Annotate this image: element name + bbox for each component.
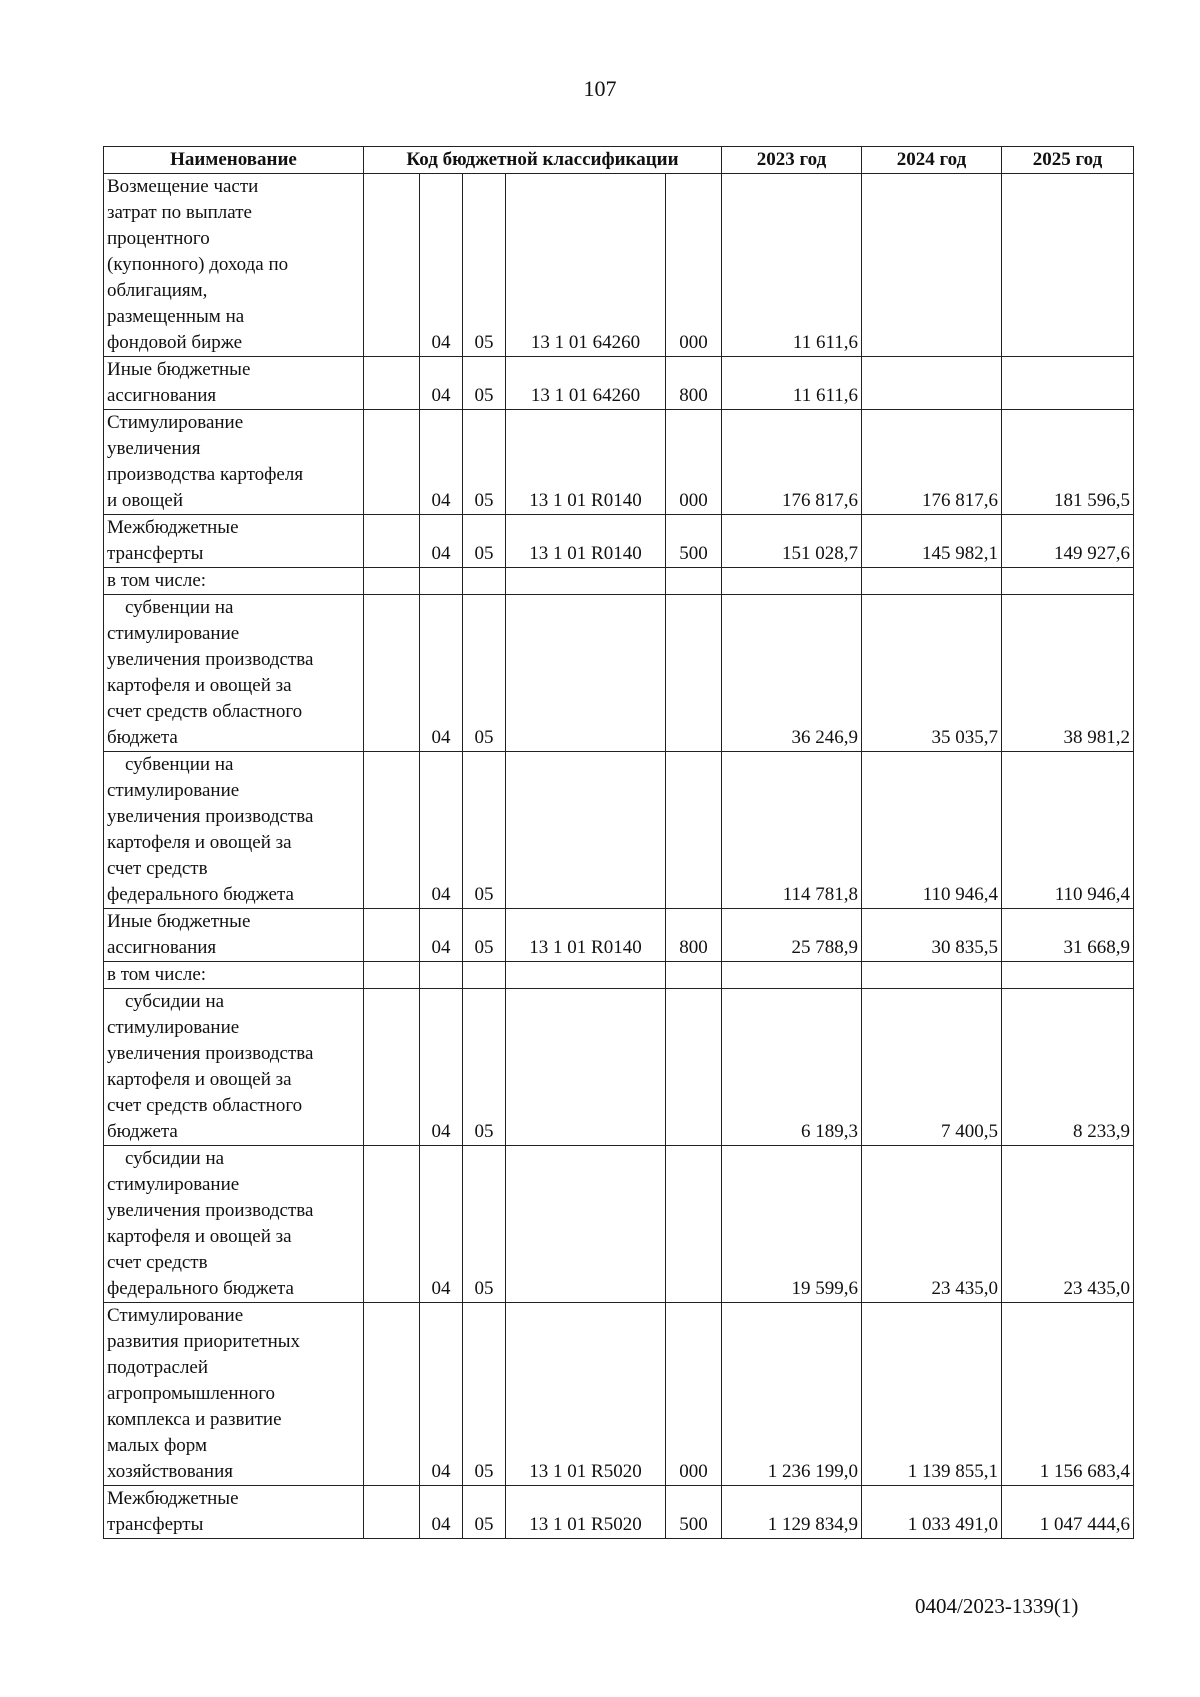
- code-subsection: 05: [463, 595, 506, 752]
- amount-2025: 23 435,0: [1002, 1146, 1134, 1303]
- code-subsection: 05: [463, 1146, 506, 1303]
- row-name-text: субсидии на стимулирование увеличения производства картофеля и овощей за счет средств федерального бюджета: [107, 1148, 314, 1299]
- amount-2023: 1 236 199,0: [722, 1303, 862, 1486]
- row-name-text: Иные бюджетные ассигнования: [107, 359, 251, 406]
- code-target-article: [506, 752, 666, 909]
- amount-2024: [862, 962, 1002, 989]
- header-2023: 2023 год: [722, 147, 862, 174]
- code-subsection: 05: [463, 174, 506, 357]
- amount-2023: 19 599,6: [722, 1146, 862, 1303]
- header-name: Наименование: [104, 147, 364, 174]
- code-section: 04: [420, 174, 463, 357]
- row-name: [104, 1146, 364, 1303]
- code-section: [420, 568, 463, 595]
- amount-2024: 7 400,5: [862, 989, 1002, 1146]
- amount-2024: [862, 568, 1002, 595]
- amount-2024: [862, 357, 1002, 410]
- code-section: 04: [420, 1146, 463, 1303]
- code-section: 04: [420, 1486, 463, 1539]
- row-name-text: Иные бюджетные ассигнования: [107, 911, 251, 958]
- header-2024: 2024 год: [862, 147, 1002, 174]
- code-section: 04: [420, 909, 463, 962]
- row-name: [104, 357, 364, 410]
- amount-2024: 30 835,5: [862, 909, 1002, 962]
- amount-2024: 110 946,4: [862, 752, 1002, 909]
- amount-2023: 176 817,6: [722, 410, 862, 515]
- table-row: [104, 909, 1134, 962]
- row-name: [104, 410, 364, 515]
- code-section: 04: [420, 989, 463, 1146]
- amount-2025: 181 596,5: [1002, 410, 1134, 515]
- amount-2025: 38 981,2: [1002, 595, 1134, 752]
- amount-2025: 31 668,9: [1002, 909, 1134, 962]
- code-col-1: [364, 962, 420, 989]
- amount-2023: 11 611,6: [722, 174, 862, 357]
- code-target-article: 13 1 01 R5020: [506, 1486, 666, 1539]
- code-target-article: [506, 1146, 666, 1303]
- code-col-1: [364, 568, 420, 595]
- code-col-1: [364, 174, 420, 357]
- code-target-article: 13 1 01 R5020: [506, 1303, 666, 1486]
- code-section: 04: [420, 357, 463, 410]
- code-subsection: [463, 962, 506, 989]
- code-col-1: [364, 357, 420, 410]
- code-expense-type: [666, 1146, 722, 1303]
- code-target-article: 13 1 01 64260: [506, 357, 666, 410]
- code-col-1: [364, 1303, 420, 1486]
- code-expense-type: 800: [666, 909, 722, 962]
- header-2025: 2025 год: [1002, 147, 1134, 174]
- code-section: 04: [420, 410, 463, 515]
- row-name-text: в том числе:: [107, 570, 207, 591]
- table-row: [104, 752, 1134, 909]
- code-expense-type: 500: [666, 1486, 722, 1539]
- row-name: [104, 989, 364, 1146]
- row-name: [104, 568, 364, 595]
- table-row: [104, 568, 1134, 595]
- row-name: [104, 909, 364, 962]
- header-row: [104, 147, 1134, 174]
- code-section: [420, 962, 463, 989]
- amount-2023: 114 781,8: [722, 752, 862, 909]
- code-expense-type: [666, 595, 722, 752]
- row-name-text: субвенции на стимулирование увеличения производства картофеля и овощей за счет средств областного бюджета: [107, 597, 314, 748]
- code-expense-type: 000: [666, 1303, 722, 1486]
- code-col-1: [364, 909, 420, 962]
- amount-2025: [1002, 357, 1134, 410]
- code-expense-type: 000: [666, 174, 722, 357]
- row-name: [104, 962, 364, 989]
- code-target-article: 13 1 01 R0140: [506, 410, 666, 515]
- header-code: Код бюджетной классификации: [364, 147, 722, 174]
- code-expense-type: [666, 989, 722, 1146]
- code-col-1: [364, 989, 420, 1146]
- table-row: [104, 1486, 1134, 1539]
- amount-2024: 23 435,0: [862, 1146, 1002, 1303]
- code-target-article: [506, 962, 666, 989]
- amount-2025: 110 946,4: [1002, 752, 1134, 909]
- amount-2023: 1 129 834,9: [722, 1486, 862, 1539]
- code-section: 04: [420, 1303, 463, 1486]
- row-name: [104, 515, 364, 568]
- row-name-text: Стимулирование увеличения производства картофеля и овощей: [107, 412, 304, 511]
- amount-2024: 145 982,1: [862, 515, 1002, 568]
- row-name-text: Межбюджетные трансферты: [107, 517, 239, 564]
- budget-table: [103, 146, 1134, 1539]
- row-name-text: субсидии на стимулирование увеличения производства картофеля и овощей за счет средств областного бюджета: [107, 991, 314, 1142]
- row-name: [104, 595, 364, 752]
- amount-2023: 36 246,9: [722, 595, 862, 752]
- code-expense-type: 800: [666, 357, 722, 410]
- table-row: [104, 1146, 1134, 1303]
- row-name-text: Стимулирование развития приоритетных подотраслей агропромышленного комплекса и развитие малых форм хозяйствования: [107, 1305, 301, 1482]
- code-target-article: 13 1 01 R0140: [506, 909, 666, 962]
- table-row: [104, 989, 1134, 1146]
- amount-2023: 151 028,7: [722, 515, 862, 568]
- code-section: 04: [420, 752, 463, 909]
- page-number: 107: [583, 76, 617, 101]
- code-target-article: [506, 568, 666, 595]
- amount-2023: [722, 962, 862, 989]
- amount-2023: 6 189,3: [722, 989, 862, 1146]
- code-target-article: [506, 595, 666, 752]
- code-col-1: [364, 1486, 420, 1539]
- amount-2025: 1 156 683,4: [1002, 1303, 1134, 1486]
- table-row: [104, 515, 1134, 568]
- table-body: [104, 174, 1134, 1539]
- table-row: [104, 410, 1134, 515]
- code-subsection: 05: [463, 909, 506, 962]
- row-name: [104, 1486, 364, 1539]
- code-expense-type: [666, 568, 722, 595]
- code-target-article: [506, 989, 666, 1146]
- amount-2025: 8 233,9: [1002, 989, 1134, 1146]
- amount-2023: 25 788,9: [722, 909, 862, 962]
- code-expense-type: 000: [666, 410, 722, 515]
- code-section: 04: [420, 515, 463, 568]
- amount-2025: [1002, 174, 1134, 357]
- row-name: [104, 752, 364, 909]
- row-name: [104, 1303, 364, 1486]
- amount-2025: [1002, 568, 1134, 595]
- amount-2024: 1 033 491,0: [862, 1486, 1002, 1539]
- table-row: [104, 962, 1134, 989]
- amount-2025: [1002, 962, 1134, 989]
- table-row: [104, 174, 1134, 357]
- amount-2025: 149 927,6: [1002, 515, 1134, 568]
- amount-2024: 1 139 855,1: [862, 1303, 1002, 1486]
- amount-2024: 176 817,6: [862, 410, 1002, 515]
- table-row: [104, 1303, 1134, 1486]
- row-name-text: Возмещение части затрат по выплате процентного (купонного) дохода по облигациям, размещенным на фондовой бирже: [107, 176, 289, 353]
- row-name-text: субвенции на стимулирование увеличения производства картофеля и овощей за счет средств федерального бюджета: [107, 754, 314, 905]
- code-subsection: 05: [463, 1303, 506, 1486]
- table-row: [104, 595, 1134, 752]
- amount-2023: [722, 568, 862, 595]
- code-subsection: 05: [463, 752, 506, 909]
- code-section: 04: [420, 595, 463, 752]
- code-target-article: 13 1 01 R0140: [506, 515, 666, 568]
- row-name: [104, 174, 364, 357]
- code-subsection: 05: [463, 515, 506, 568]
- code-col-1: [364, 752, 420, 909]
- code-subsection: 05: [463, 410, 506, 515]
- code-subsection: 05: [463, 357, 506, 410]
- amount-2023: 11 611,6: [722, 357, 862, 410]
- code-expense-type: [666, 962, 722, 989]
- amount-2024: 35 035,7: [862, 595, 1002, 752]
- code-target-article: 13 1 01 64260: [506, 174, 666, 357]
- code-col-1: [364, 515, 420, 568]
- document-code: 0404/2023-1339(1): [915, 1594, 1079, 1618]
- code-subsection: 05: [463, 1486, 506, 1539]
- code-expense-type: [666, 752, 722, 909]
- row-name-text: в том числе:: [107, 964, 207, 985]
- amount-2024: [862, 174, 1002, 357]
- code-subsection: [463, 568, 506, 595]
- code-col-1: [364, 410, 420, 515]
- code-expense-type: 500: [666, 515, 722, 568]
- amount-2025: 1 047 444,6: [1002, 1486, 1134, 1539]
- row-name-text: Межбюджетные трансферты: [107, 1488, 239, 1535]
- table-row: [104, 357, 1134, 410]
- code-col-1: [364, 595, 420, 752]
- code-subsection: 05: [463, 989, 506, 1146]
- code-col-1: [364, 1146, 420, 1303]
